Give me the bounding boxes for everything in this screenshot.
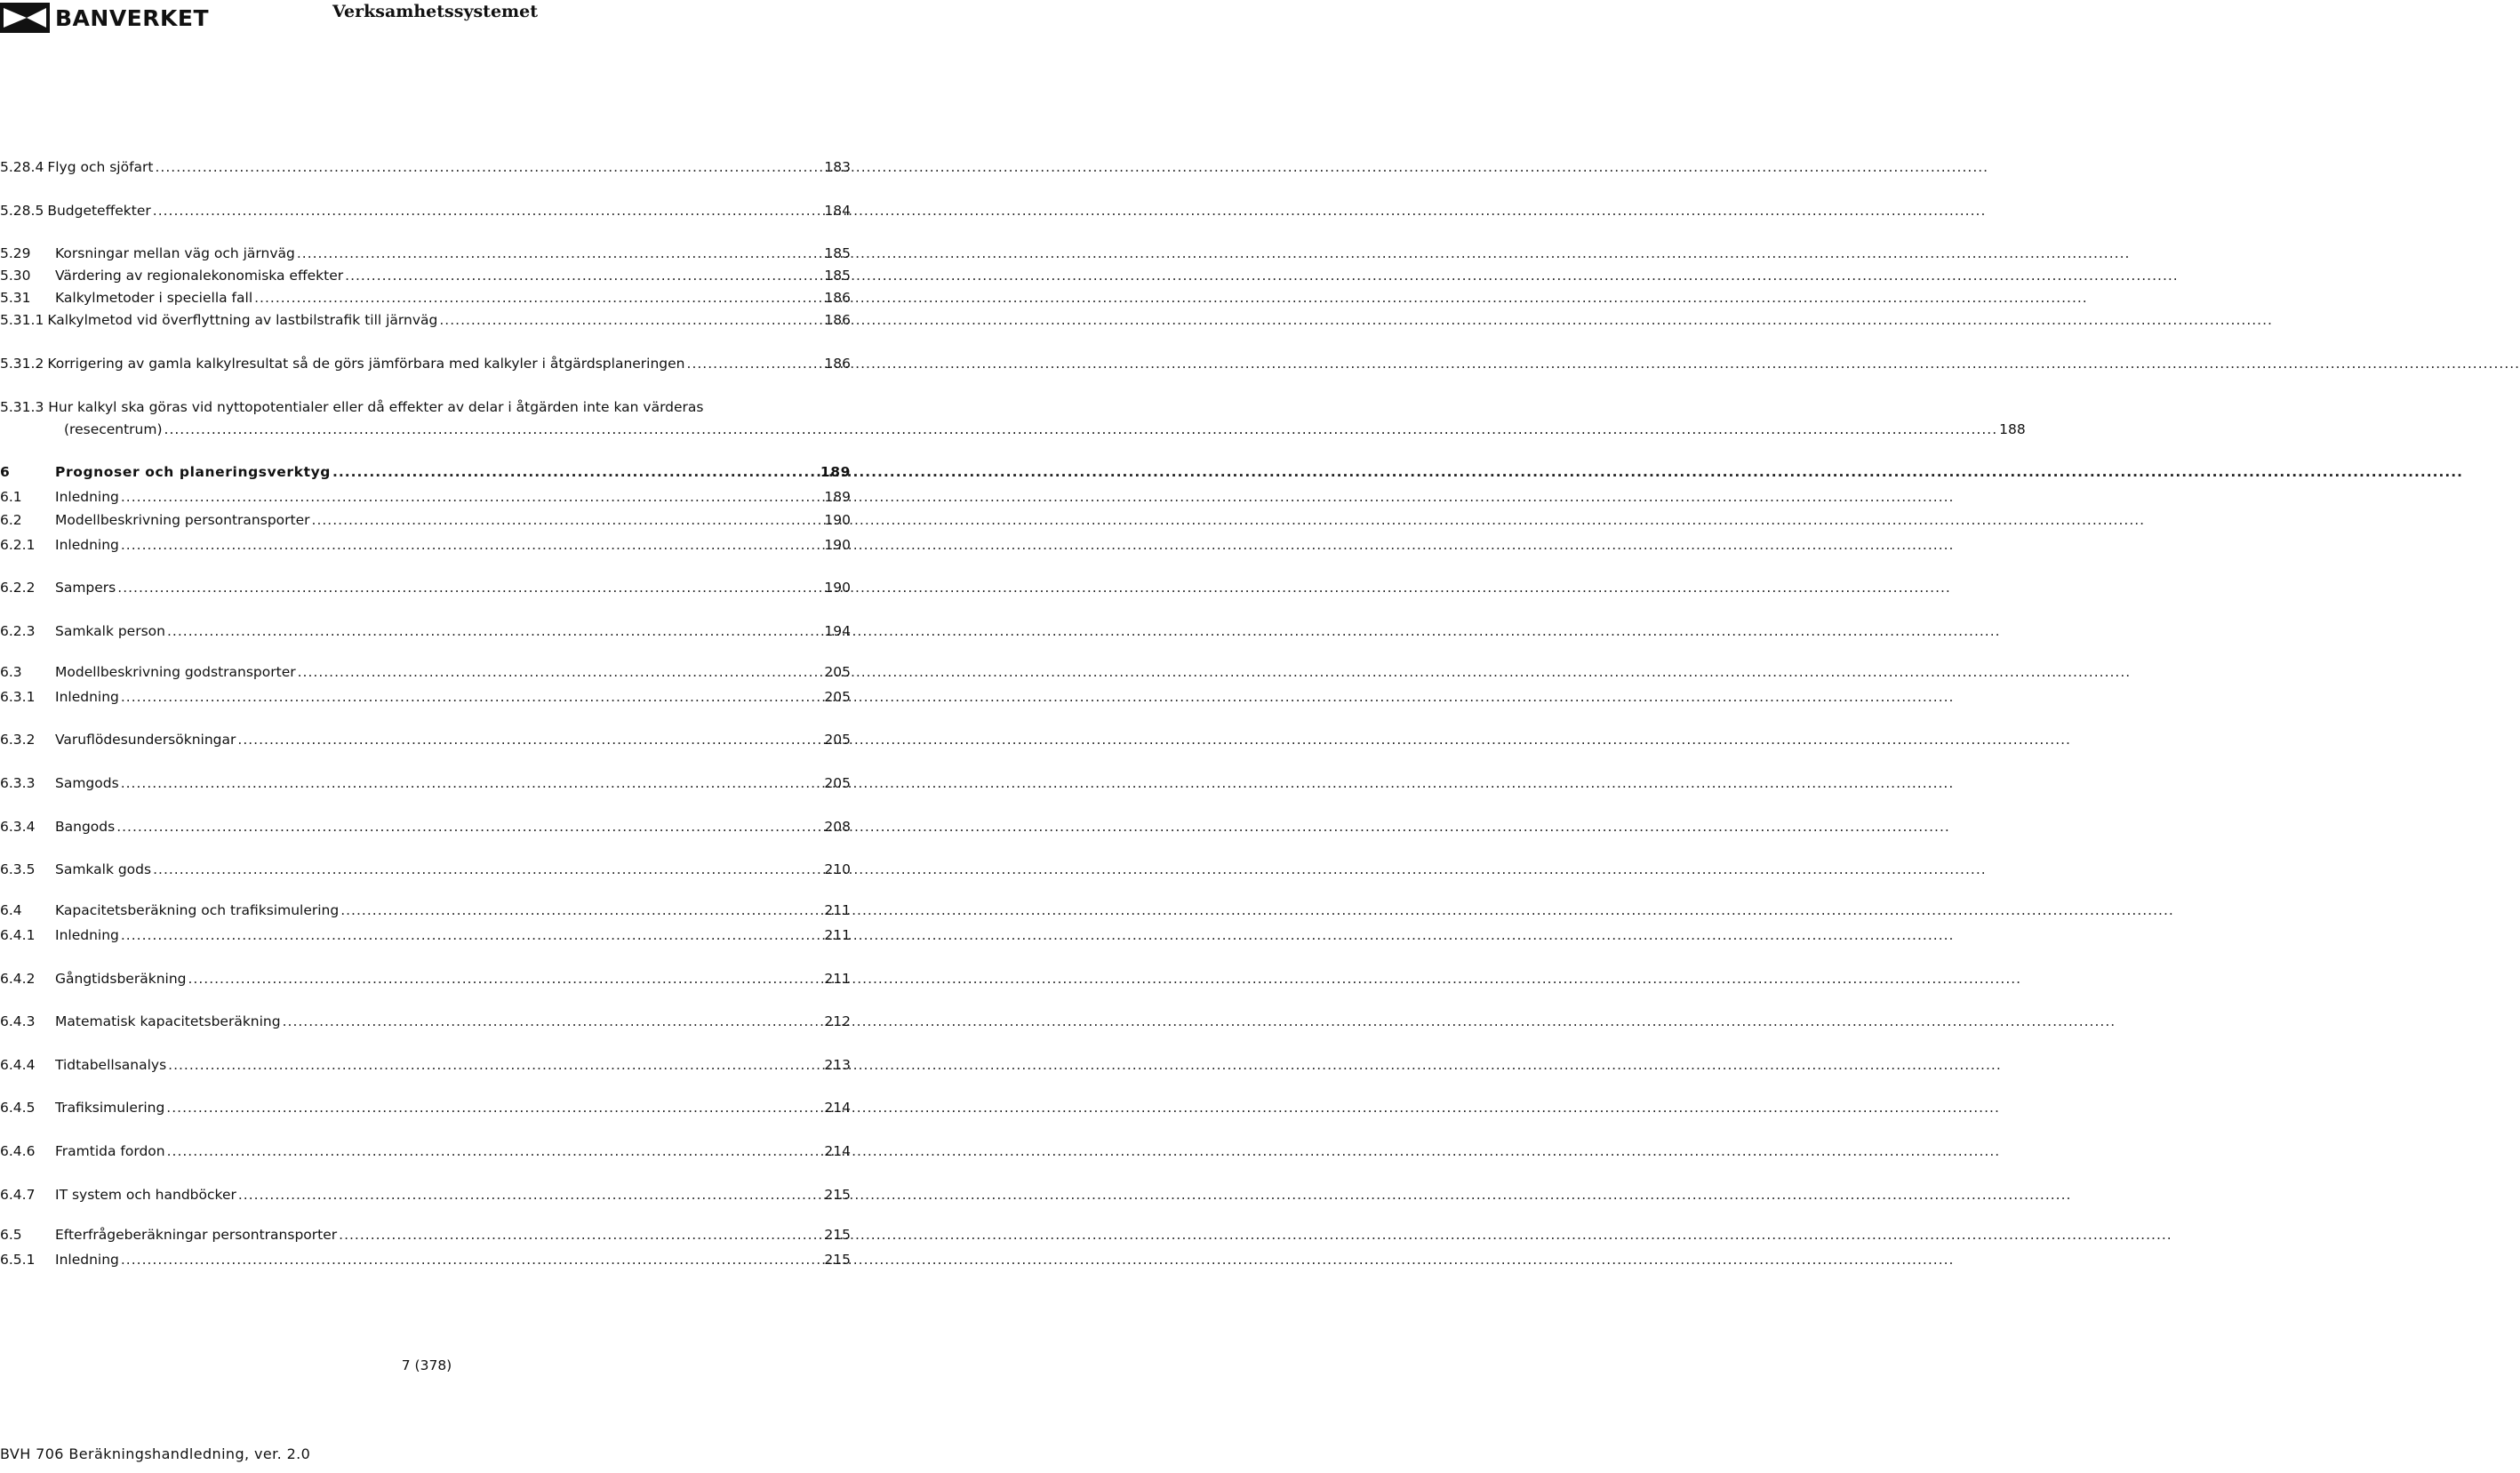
toc-entry-number: 6.4.7: [0, 1187, 36, 1203]
toc-entry-page: 205: [824, 664, 851, 680]
toc-entry-page: 186: [824, 312, 851, 328]
toc-entry-title: Inledning: [55, 927, 119, 943]
toc-entry-number: 6.4.2: [0, 971, 36, 987]
toc-entry-title: Inledning: [55, 537, 119, 553]
toc-entry-page: 214: [824, 1143, 851, 1159]
toc-entry-page: 211: [824, 902, 851, 918]
toc-entry-page: 212: [824, 1013, 851, 1029]
toc-entry-page: 189: [820, 464, 851, 480]
toc-entry-number: 6.4.3: [0, 1013, 36, 1029]
toc-entry[interactable]: [0, 1251, 851, 1269]
toc-leader: [116, 818, 822, 836]
toc-entry-number: 6.3.4: [0, 819, 36, 835]
toc-entry[interactable]: [0, 1186, 851, 1204]
toc-entry-number: 6.4.4: [0, 1057, 36, 1073]
toc-entry-title: Modellbeskrivning persontransporter: [55, 512, 310, 528]
toc-entry-page: 215: [824, 1227, 851, 1243]
toc-entry-page: 183: [824, 159, 851, 175]
logo-text: BANVERKET: [55, 4, 210, 31]
toc-entry-page: 188: [1999, 421, 2026, 437]
toc-entry-number: 5.28.4: [0, 159, 44, 175]
toc-entry[interactable]: [0, 311, 851, 329]
toc-entry-title: Värdering av regionalekonomiska effekter: [55, 268, 344, 284]
toc-entry-title: Samgods: [55, 775, 119, 791]
toc-entry-title: Trafiksimulering: [55, 1100, 165, 1116]
toc-entry-number: 6.4: [0, 902, 22, 918]
toc-entry-page: 194: [824, 623, 851, 639]
toc-leader: [153, 202, 823, 220]
toc-entry-number: 6.2.1: [0, 537, 36, 553]
toc-entry-wrapped[interactable]: [0, 398, 2026, 438]
toc-entry-page: 184: [824, 203, 851, 219]
toc-entry[interactable]: [0, 1226, 851, 1244]
toc-leader: [339, 1226, 822, 1244]
toc-entry[interactable]: [0, 511, 851, 529]
toc-entry-title: Samkalk gods: [55, 861, 152, 877]
page-number: 7 (378): [401, 1357, 452, 1373]
toc-entry-page: 205: [824, 689, 851, 705]
toc-entry[interactable]: [0, 901, 851, 919]
toc-entry-number: 6.3: [0, 664, 22, 680]
toc-entry[interactable]: [0, 536, 851, 554]
toc-entry-title: Prognoser och planeringsverktyg: [55, 464, 331, 480]
toc-entry-number: 6.5: [0, 1227, 22, 1243]
toc-entry[interactable]: [0, 1142, 851, 1160]
toc-entry-page: 205: [824, 732, 851, 748]
toc-leader: [121, 1251, 823, 1269]
toc-entry[interactable]: [0, 1056, 851, 1074]
toc-entry-title: Budgeteffekter: [47, 203, 151, 219]
toc-entry-number: 5.31.2: [0, 356, 44, 372]
toc-entry[interactable]: [0, 158, 851, 176]
toc-entry-number: 6.2.3: [0, 623, 36, 639]
toc-leader: [121, 926, 823, 944]
toc-leader: [117, 579, 822, 596]
toc-leader: [332, 463, 819, 481]
toc-leader: [439, 311, 822, 329]
toc-entry-title: Inledning: [55, 1252, 119, 1268]
toc-leader: [121, 774, 823, 792]
toc-entry-number: 6.1: [0, 489, 22, 505]
toc-leader: [283, 1013, 823, 1030]
toc-entry-number: 5.31: [0, 290, 31, 306]
toc-leader: [153, 861, 822, 878]
toc-entry-title: IT system och handböcker: [55, 1187, 236, 1203]
toc-entry-number: 5.30: [0, 268, 31, 284]
toc-entry-title: Bangods: [55, 819, 116, 835]
toc-entry-title: Korsningar mellan väg och järnväg: [55, 245, 295, 261]
toc-entry[interactable]: [0, 688, 851, 706]
toc-leader: [166, 1099, 822, 1117]
toc-entry[interactable]: [0, 774, 851, 792]
toc-entry[interactable]: [0, 861, 851, 878]
toc-entry[interactable]: [0, 289, 851, 307]
toc-entry[interactable]: [0, 818, 851, 836]
toc-leader: [168, 1056, 822, 1074]
toc-entry-page: 213: [824, 1057, 851, 1073]
toc-leader: [238, 1186, 823, 1204]
toc-leader: [121, 488, 823, 506]
toc-leader: [298, 663, 823, 681]
toc-entry[interactable]: [0, 731, 851, 749]
toc-entry-page: 189: [824, 489, 851, 505]
toc-entry-page: 211: [824, 971, 851, 987]
toc-entry-title: Framtida fordon: [55, 1143, 165, 1159]
toc-entry-page: 185: [824, 268, 851, 284]
toc-entry-title-continued: (resecentrum): [64, 421, 163, 437]
toc-leader: [340, 901, 822, 919]
toc-entry[interactable]: [0, 926, 851, 944]
toc-entry-number: 5.28.5: [0, 203, 44, 219]
toc-entry-number: 6.4.6: [0, 1143, 36, 1159]
toc-entry-title: Matematisk kapacitetsberäkning: [55, 1013, 281, 1029]
toc-leader: [156, 158, 823, 176]
toc-leader: [121, 688, 823, 706]
toc-entry-title: Varuflödesundersökningar: [55, 732, 236, 748]
toc-entry-page: 214: [824, 1100, 851, 1116]
toc-entry-number: 6.3.2: [0, 732, 36, 748]
toc-leader: [167, 622, 822, 640]
toc-entry-number: 6.3.1: [0, 689, 36, 705]
toc-entry-number: 5.31.3: [0, 399, 44, 415]
toc-entry[interactable]: [0, 1013, 851, 1030]
toc-leader: [167, 1142, 823, 1160]
toc-entry-title: Inledning: [55, 489, 119, 505]
toc-leader: [254, 289, 822, 307]
toc-entry-page: 186: [824, 356, 851, 372]
toc-leader: [687, 355, 823, 372]
toc-entry-number: 6: [0, 464, 11, 480]
toc-entry-page: 210: [824, 861, 851, 877]
toc-entry-page: 215: [824, 1187, 851, 1203]
toc-entry-page: 208: [824, 819, 851, 835]
toc-entry-number: 6.5.1: [0, 1252, 36, 1268]
toc-entry-title: Sampers: [55, 580, 116, 596]
toc-entry[interactable]: [0, 663, 851, 681]
toc-entry[interactable]: [0, 1099, 851, 1117]
toc-leader: [312, 511, 823, 529]
toc-entry-number: 6.3.3: [0, 775, 36, 791]
toc-entry-number: 6.2: [0, 512, 22, 528]
toc-leader: [188, 970, 823, 988]
toc-entry-page: 215: [824, 1252, 851, 1268]
toc-entry-title: Modellbeskrivning godstransporter: [55, 664, 296, 680]
toc-entry-title: Flyg och sjöfart: [47, 159, 154, 175]
toc-entry-title: Samkalk person: [55, 623, 165, 639]
toc-leader: [297, 244, 823, 262]
toc-entry-title: Hur kalkyl ska göras vid nyttopotentialer eller då effekter av delar i åtgärden inte kan värderas: [48, 399, 704, 415]
toc-leader: [345, 267, 822, 284]
toc-entry-title: Kalkylmetoder i speciella fall: [55, 290, 253, 306]
toc-entry-page: 190: [824, 580, 851, 596]
toc-entry[interactable]: [0, 970, 851, 988]
toc-entry[interactable]: [0, 622, 851, 640]
toc-entry[interactable]: [0, 267, 851, 284]
toc-entry-title: Kapacitetsberäkning och trafiksimulering: [55, 902, 340, 918]
toc-entry-page: 205: [824, 775, 851, 791]
document-footer: BVH 706 Beräkningshandledning, ver. 2.0: [0, 1445, 311, 1462]
toc-entry-title: Gångtidsberäkning: [55, 971, 187, 987]
toc-entry[interactable]: [0, 244, 851, 262]
toc-entry-page: 185: [824, 245, 851, 261]
toc-entry-page: 186: [824, 290, 851, 306]
toc-entry-page: 190: [824, 512, 851, 528]
toc-entry-title: Inledning: [55, 689, 119, 705]
toc-leader: [164, 420, 1998, 438]
toc-entry-number: 6.3.5: [0, 861, 36, 877]
toc-entry-title: Kalkylmetod vid överflyttning av lastbilstrafik till järnväg: [47, 312, 438, 328]
toc-leader: [237, 731, 822, 749]
toc-entry-page: 190: [824, 537, 851, 553]
toc-entry[interactable]: [0, 202, 851, 220]
toc-entry-title: Tidtabellsanalys: [55, 1057, 167, 1073]
toc-entry[interactable]: [0, 355, 851, 372]
toc-entry[interactable]: [0, 488, 851, 506]
toc-entry-number: 6.4.1: [0, 927, 36, 943]
toc-entry-number: 6.4.5: [0, 1100, 36, 1116]
toc-entry[interactable]: [0, 579, 851, 596]
toc-entry-page: 211: [824, 927, 851, 943]
toc-leader: [121, 536, 823, 554]
toc-entry-title: Efterfrågeberäkningar persontransporter: [55, 1227, 338, 1243]
toc-chapter-entry[interactable]: [0, 463, 851, 481]
toc-entry-title: Korrigering av gamla kalkylresultat så de görs jämförbara med kalkyler i åtgärdsplaneringen: [47, 356, 685, 372]
toc-entry-number: 6.2.2: [0, 580, 36, 596]
toc-entry-number: 5.29: [0, 245, 31, 261]
toc-entry-number: 5.31.1: [0, 312, 44, 328]
system-title: Verksamhetssystemet: [332, 2, 539, 21]
